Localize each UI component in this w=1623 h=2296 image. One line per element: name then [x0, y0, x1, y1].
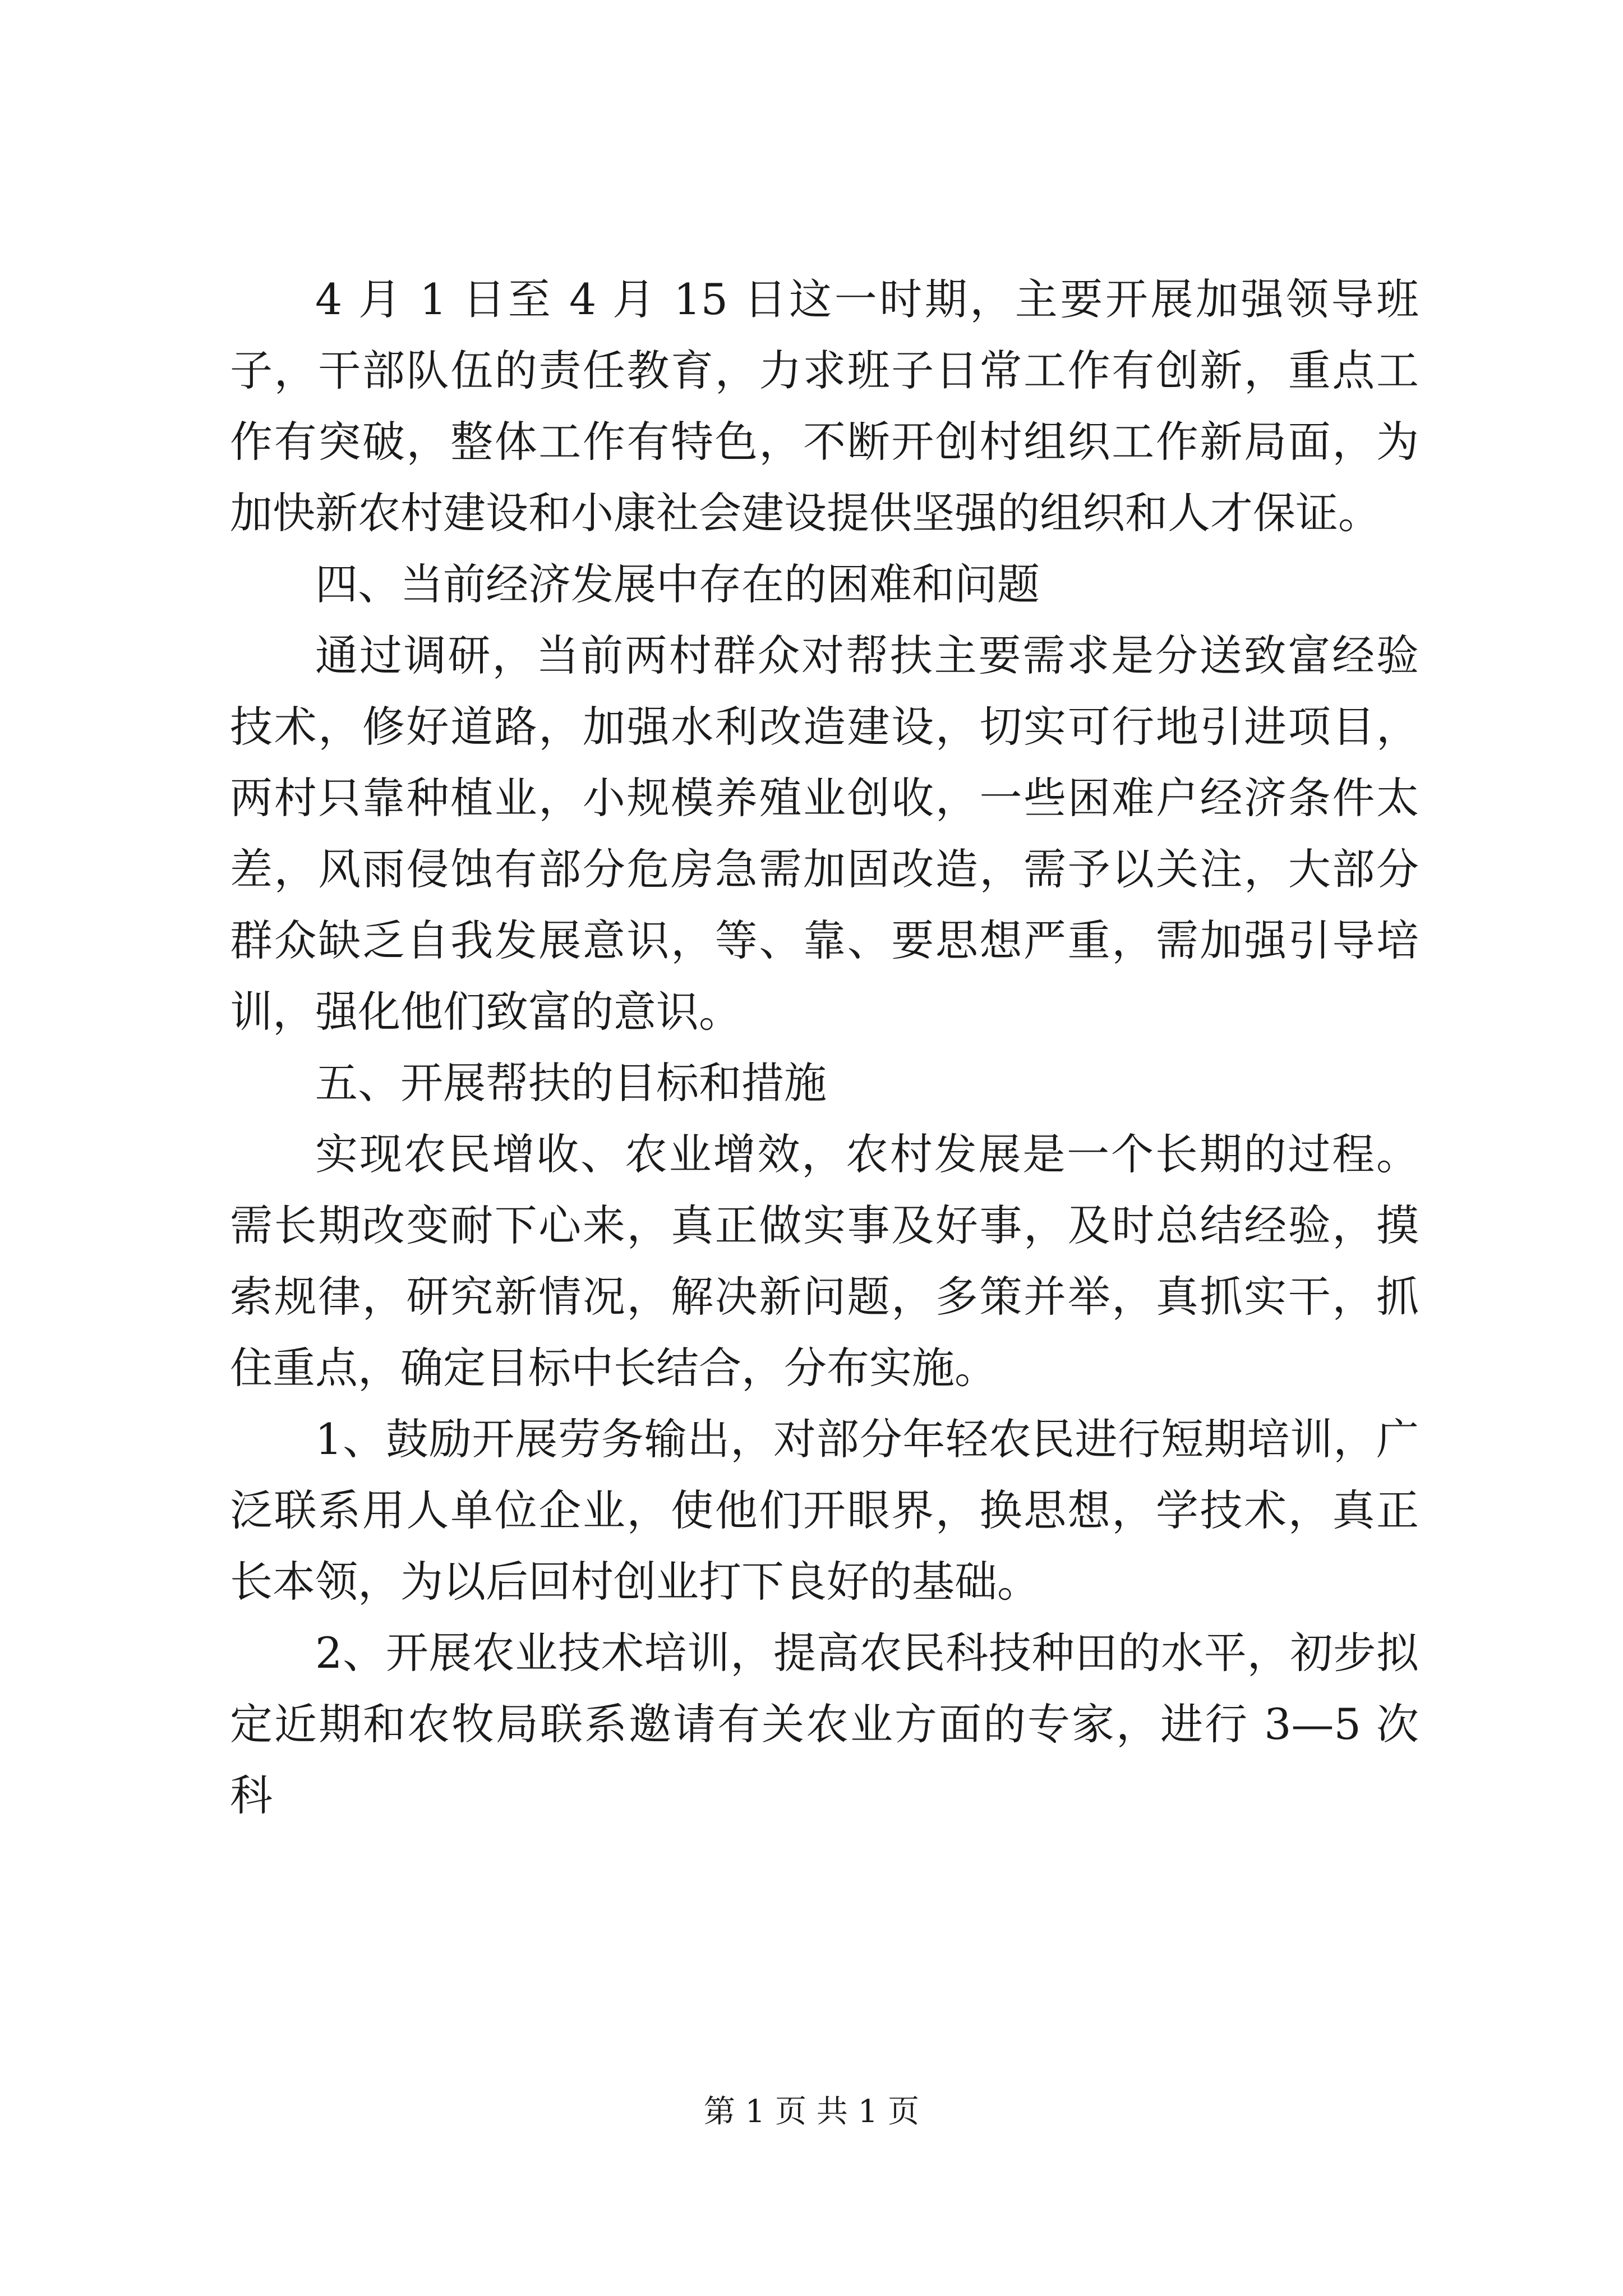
page-footer: 第 1 页 共 1 页	[703, 2093, 920, 2130]
list-item-labor-export: 1、鼓励开展劳务输出，对部分年轻农民进行短期培训，广泛联系用人单位企业，使他们开眼界，换思想，学技术，真正长本领，为以后回村创业打下良好的基础。	[230, 1414, 1419, 1607]
section-heading-difficulties: 四、当前经济发展中存在的困难和问题	[315, 559, 1040, 609]
list-item-tech-training: 2、开展农业技术培训，提高农民科技种田的水平，初步拟定近期和农牧局联系邀请有关农业方面的专家，进行 3—5 次科	[230, 1628, 1419, 1820]
section-heading-goals: 五、开展帮扶的目标和措施	[315, 1058, 827, 1108]
paragraph-survey: 通过调研，当前两村群众对帮扶主要需求是分送致富经验技术，修好道路，加强水利改造建设，切实可行地引进项目，两村只靠种植业，小规模养殖业创收，一些困难户经济条件太差，风雨侵蚀有部分危房急需加固改造，需予以关注，大部分群众缺乏自我发展意识，等、靠、要思想严重，需加强引导培训，强化他们致富的意识。	[230, 631, 1419, 1037]
paragraph-schedule: 4 月 1 日至 4 月 15 日这一时期，主要开展加强领导班子，干部队伍的责任教育，力求班子日常工作有创新，重点工作有突破，整体工作有特色，不断开创村组织工作新局面，为加快新农村建设和小康社会建设提供坚强的组织和人才保证。	[230, 274, 1419, 538]
document-body	[230, 264, 1419, 1831]
paragraph-goals: 实现农民增收、农业增效，农村发展是一个长期的过程。需长期改变耐下心来，真正做实事及好事，及时总结经验，摸索规律，研究新情况，解决新问题，多策并举，真抓实干，抓住重点，确定目标中长结合，分布实施。	[230, 1129, 1419, 1393]
